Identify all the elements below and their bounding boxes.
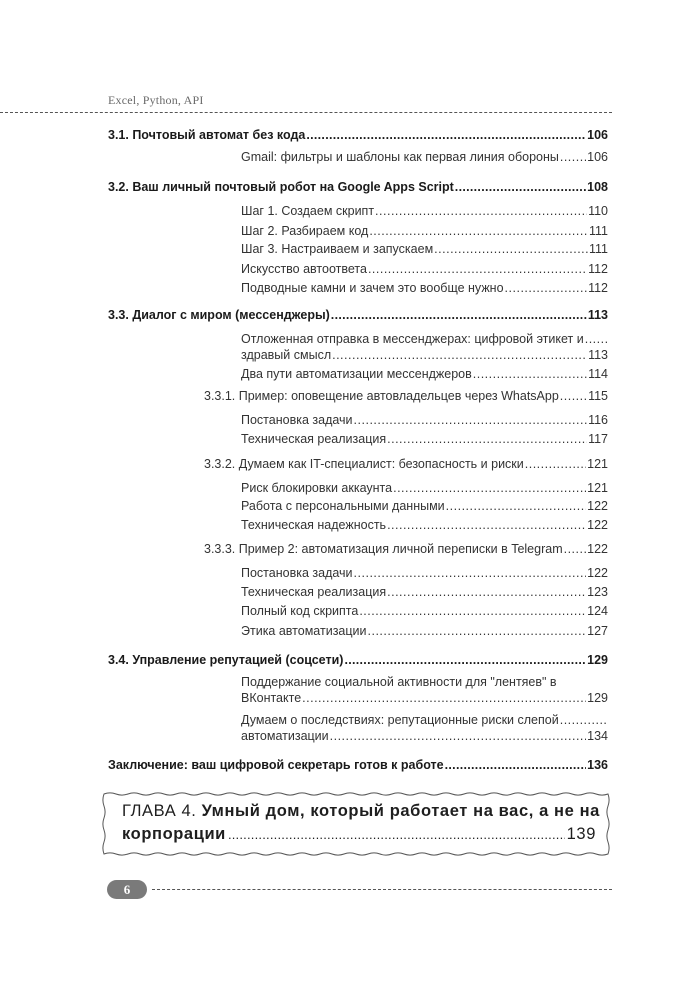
- dot-leader: [354, 564, 587, 582]
- toc-entry-title: Техническая реализация: [241, 432, 387, 446]
- toc-entry-title: Шаг 2. Разбираем код: [241, 224, 369, 238]
- toc-entry-title: Постановка задачи: [241, 413, 353, 427]
- toc-entry-title-line2: автоматизации: [241, 729, 329, 743]
- toc-entry-3-1[interactable]: [108, 126, 608, 144]
- toc-entry-3-4[interactable]: [108, 651, 608, 669]
- toc-entry-title: Риск блокировки аккаунта: [241, 481, 393, 495]
- toc-entry-personal-data[interactable]: [241, 497, 608, 515]
- dot-leader: [387, 430, 587, 448]
- toc-entry-page: 121: [587, 481, 608, 495]
- toc-entry-title-line1: Отложенная отправка в мессенджерах: цифровой этикет и: [241, 332, 584, 346]
- chapter-title-part2: корпорации: [122, 825, 226, 843]
- toc-entry-title-line2: ВКонтакте: [241, 691, 302, 705]
- toc-entry-title-line1: Поддержание социальной активности для "лентяев" в: [241, 675, 557, 689]
- toc-entry-title: Этика автоматизации: [241, 624, 367, 638]
- toc-entry-full-code[interactable]: [241, 602, 608, 620]
- toc-entry-title: 3.3.3. Пример 2: автоматизация личной переписки в Telegram: [204, 542, 563, 556]
- toc-entry-page: 134: [587, 729, 608, 743]
- toc-entry-title: 3.1. Почтовый автомат без кода: [108, 128, 306, 142]
- toc-entry-title: Постановка задачи: [241, 566, 353, 580]
- toc-entry-title: Полный код скрипта: [241, 604, 359, 618]
- toc-entry-page: 106: [587, 128, 608, 142]
- toc-entry-pitfalls[interactable]: [241, 279, 608, 297]
- toc-entry-3-3-1[interactable]: [204, 387, 608, 405]
- toc-entry-page: 124: [587, 604, 608, 618]
- toc-entry-vk-activity-cont[interactable]: [241, 689, 608, 707]
- toc-entry-page: 117: [588, 432, 608, 446]
- toc-entry-page: 129: [587, 653, 608, 667]
- toc-entry-title-line2: здравый смысл: [241, 348, 332, 362]
- toc-entry-title: Заключение: ваш цифровой секретарь готов к работе: [108, 758, 444, 772]
- dot-leader: [331, 306, 587, 324]
- toc-entry-page: 112: [588, 262, 608, 276]
- bottom-dashed-rule: [152, 889, 612, 890]
- toc-entry-page: 127: [587, 624, 608, 638]
- dot-leader: [344, 651, 586, 669]
- top-dashed-rule: [0, 112, 612, 113]
- dot-leader: [332, 346, 587, 364]
- dot-leader: [445, 756, 587, 774]
- dot-leader: [505, 279, 588, 297]
- toc-entry-step-3[interactable]: [241, 240, 608, 258]
- toc-entry-page: 122: [587, 566, 608, 580]
- toc-entry-title: Техническая надежность: [241, 518, 387, 532]
- toc-entry-3-3-3[interactable]: [204, 540, 608, 558]
- toc-entry-page: 113: [588, 348, 608, 362]
- toc-entry-page: 113: [587, 308, 608, 322]
- dot-leader: [302, 689, 586, 707]
- toc-entry-page: 112: [588, 281, 608, 295]
- toc-entry-title: Шаг 1. Создаем скрипт: [241, 204, 375, 218]
- toc-entry-page: 122: [587, 542, 608, 556]
- toc-entry-page: 129: [587, 691, 608, 705]
- toc-entry-title: 3.2. Ваш личный почтовый робот на Google Apps Script: [108, 180, 454, 194]
- dot-leader: [387, 516, 586, 534]
- toc-entry-title: Техническая реализация: [241, 585, 387, 599]
- dot-leader: [359, 602, 586, 620]
- toc-entry-page: 108: [587, 180, 608, 194]
- dot-leader: [369, 222, 588, 240]
- toc-entry-impl-1[interactable]: [241, 430, 608, 448]
- toc-entry-reputation-risks-cont[interactable]: [241, 727, 608, 745]
- toc-entry-page: 114: [588, 367, 608, 381]
- chapter-label: ГЛАВА 4.: [122, 802, 197, 820]
- toc-entry-page: 122: [587, 518, 608, 532]
- toc-entry-title: 3.3.1. Пример: оповещение автовладельцев через WhatsApp: [204, 389, 559, 403]
- dot-leader: [525, 455, 586, 473]
- dot-leader: [330, 727, 587, 745]
- toc-entry-title: Работа с персональными данными: [241, 499, 445, 513]
- toc-entry-title-line1: Думаем о последствиях: репутационные риски слепой: [241, 713, 559, 727]
- toc-entry-title: Искусство автоответа: [241, 262, 367, 276]
- dot-leader: [368, 260, 587, 278]
- toc-entry-page: 110: [588, 204, 608, 218]
- dot-leader: [564, 540, 587, 558]
- toc-entry-title: Подводные камни и зачем это вообще нужно: [241, 281, 504, 295]
- toc-entry-page: 115: [588, 389, 608, 403]
- running-head: Excel, Python, API: [108, 93, 204, 107]
- toc-entry-account-block[interactable]: [241, 479, 608, 497]
- dot-leader: [560, 148, 586, 166]
- toc-entry-impl-2[interactable]: [241, 583, 608, 601]
- toc-entry-title: 3.4. Управление репутацией (соцсети): [108, 653, 344, 667]
- toc-entry-page: 136: [587, 758, 608, 772]
- toc-entry-title: Два пути автоматизации мессенджеров: [241, 367, 472, 381]
- chapter-title-line1: [122, 800, 600, 822]
- toc-entry-page: 111: [588, 242, 608, 256]
- chapter-4-entry[interactable]: [100, 790, 612, 858]
- toc-entry-auto-reply[interactable]: [241, 260, 608, 278]
- dot-leader: [473, 365, 587, 383]
- toc-entry-ethics[interactable]: [241, 622, 608, 640]
- dot-leader: [306, 126, 586, 144]
- toc-entry-conclusion[interactable]: [108, 756, 608, 774]
- toc-entry-two-ways[interactable]: [241, 365, 608, 383]
- toc-entry-3-3-2[interactable]: [204, 455, 608, 473]
- toc-entry-3-2[interactable]: [108, 178, 608, 196]
- chapter-title-line2: [122, 823, 596, 846]
- toc-entry-title: 3.3.2. Думаем как IT-специалист: безопасность и риски: [204, 457, 524, 471]
- toc-entry-title: Gmail: фильтры и шаблоны как первая линия обороны: [241, 150, 559, 164]
- toc-entry-page: 116: [588, 413, 608, 427]
- dot-leader: [446, 497, 586, 515]
- toc-entry-gmail-filters[interactable]: [241, 148, 608, 166]
- dot-leader: [375, 202, 587, 220]
- toc-entry-page: 106: [587, 150, 608, 164]
- toc-entry-delayed-send-cont[interactable]: [241, 346, 608, 364]
- dot-leader: [228, 823, 565, 846]
- dot-leader: [387, 583, 586, 601]
- dot-leader: [434, 240, 588, 258]
- toc-entry-page: 111: [588, 224, 608, 238]
- toc-entry-task-1[interactable]: [241, 411, 608, 429]
- toc-entry-page: 122: [587, 499, 608, 513]
- dot-leader: [368, 622, 587, 640]
- dot-leader: [354, 411, 588, 429]
- dot-leader: [455, 178, 586, 196]
- toc-entry-reliability[interactable]: [241, 516, 608, 534]
- page-number-badge: 6: [107, 880, 147, 899]
- toc-entry-step-1[interactable]: [241, 202, 608, 220]
- toc-entry-step-2[interactable]: [241, 222, 608, 240]
- toc-entry-task-2[interactable]: [241, 564, 608, 582]
- toc-entry-title: Шаг 3. Настраиваем и запускаем: [241, 242, 434, 256]
- toc-entry-page: 123: [587, 585, 608, 599]
- toc-entry-title: 3.3. Диалог с миром (мессенджеры): [108, 308, 330, 322]
- toc-entry-page: 121: [587, 457, 608, 471]
- dot-leader: [393, 479, 586, 497]
- dot-leader: [560, 387, 587, 405]
- toc-entry-3-3[interactable]: [108, 306, 608, 324]
- chapter-page: 139: [566, 825, 596, 843]
- chapter-title-part1: Умный дом, который работает на вас, а не на: [201, 802, 600, 820]
